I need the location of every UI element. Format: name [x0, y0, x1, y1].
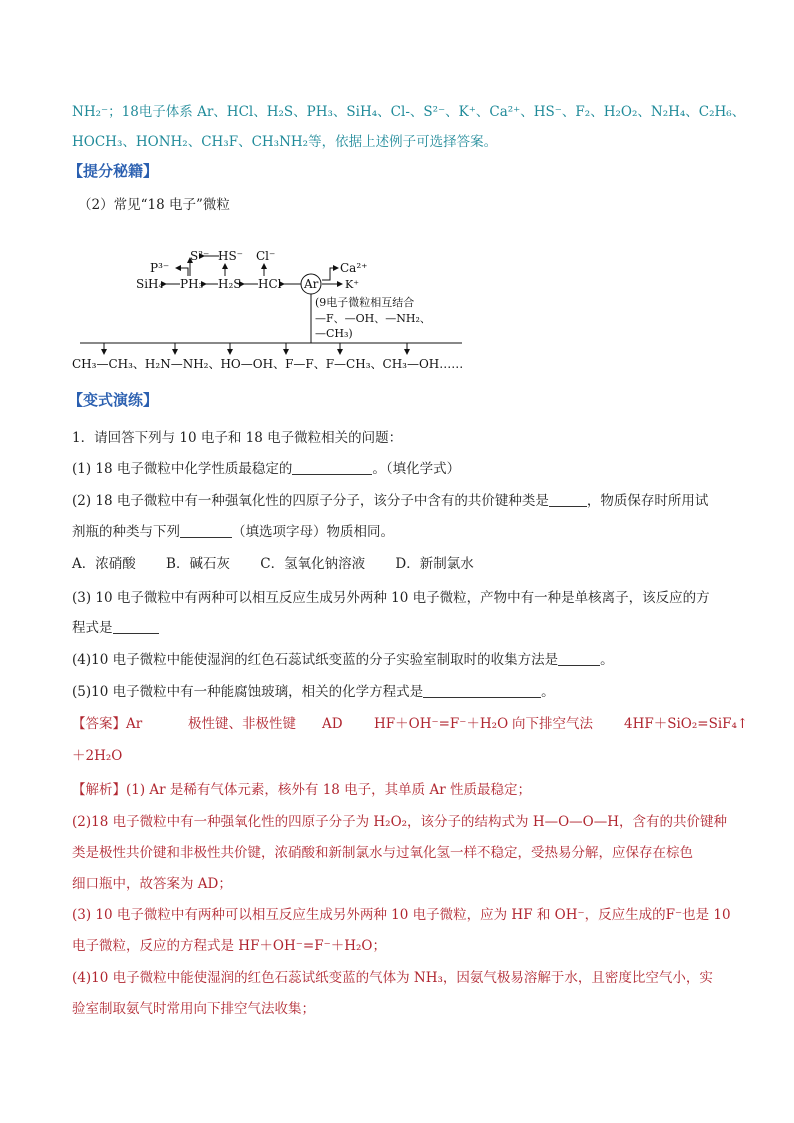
answer-5: 向下排空气法 — [512, 716, 593, 732]
variant-heading: 【变式演练】 — [68, 391, 159, 409]
q1-blank[interactable] — [292, 460, 372, 475]
option-c[interactable]: C．氢氧化钠溶液 — [260, 556, 366, 572]
q1-text-b: 。（填化学式） — [372, 461, 461, 477]
question-4 — [72, 650, 614, 670]
q2-text-a: (2) 18 电子微粒中有一种强氧化性的四原子分子，该分子中含有的共价键种类是 — [72, 493, 549, 509]
answer-6: 4HF＋SiO₂=SiF₄↑ — [624, 716, 749, 732]
ar-label: Ar — [304, 277, 319, 291]
question-2-line-1 — [72, 491, 708, 511]
q2-text-c: 剂瓶的种类与下列 — [72, 524, 180, 540]
q4-text-b: 。 — [600, 652, 614, 668]
option-a[interactable]: A．浓硝酸 — [72, 556, 136, 572]
analysis-line-6: 电子微粒，反应的方程式是 HF＋OH⁻=F⁻＋H₂O； — [72, 938, 386, 954]
q5-text-a: (5)10 电子微粒中有一种能腐蚀玻璃，相关的化学方程式是 — [72, 684, 424, 700]
analysis-line-4: 细口瓶中，故答案为 AD； — [72, 876, 232, 892]
q5-blank[interactable] — [423, 683, 541, 698]
analysis-text-1: (1) Ar 是稀有气体元素，核外有 18 电子，其单质 Ar 性质最稳定； — [126, 782, 531, 798]
q2-text-d: （填选项字母）物质相同。 — [232, 524, 394, 540]
q3-text-b: 程式是 — [72, 620, 113, 636]
s2-label: S²⁻ — [190, 249, 210, 263]
answer-label: 【答案】 — [72, 716, 126, 732]
answer-3: AD — [322, 716, 343, 732]
note-line-1: (9电子微粒相互结合 — [315, 296, 415, 309]
note-line-2: —F、—OH、—NH₂、 — [315, 312, 431, 325]
analysis-label: 【解析】 — [72, 782, 126, 798]
option-d[interactable]: D．新制氯水 — [395, 556, 474, 572]
question-5 — [72, 682, 555, 702]
question-3-line-1: (3) 10 电子微粒中有两种可以相互反应生成另外两种 10 电子微粒，产物中有一种是单核离子，该反应的方 — [72, 590, 710, 606]
option-b[interactable]: B．碱石灰 — [166, 556, 230, 572]
analysis-line-8: 验室制取氨气时常用向下排空气法收集； — [72, 1001, 315, 1017]
answer-1: Ar — [126, 716, 143, 732]
q2-text-b: ，物质保存时所用试 — [586, 493, 709, 509]
hcl-label: HCl — [258, 277, 282, 291]
intro-line-2: HOCH₃、HONH₂、CH₃F、CH₃NH₂等，依据上述例子可选择答案。 — [72, 134, 498, 150]
analysis-line-5: (3) 10 电子微粒中有两种可以相互反应生成另外两种 10 电子微粒，应为 HF 和 OH⁻，反应生成的F⁻也是 10 — [72, 907, 731, 923]
h2s-label: H₂S — [218, 277, 242, 291]
q3-blank[interactable] — [113, 619, 159, 634]
question-1 — [72, 459, 460, 479]
tip-subheading: （2）常见“18 电子”微粒 — [78, 197, 230, 213]
question-3-line-2 — [72, 618, 159, 638]
p3-label: P³⁻ — [150, 261, 170, 275]
analysis-line-2: (2)18 电子微粒中有一种强氧化性的四原子分子为 H₂O₂，该分子的结构式为 H—O—O—H，含有的共价键种 — [72, 814, 728, 830]
answer-continuation: ＋2H₂O — [72, 748, 123, 764]
ca-label: Ca²⁺ — [340, 261, 368, 275]
intro-line-1: NH₂⁻；18电子体系 Ar、HCl、H₂S、PH₃、SiH₄、Cl-、S²⁻、K⁺、Ca²⁺、HS⁻、F₂、H₂O₂、N₂H₄、C₂H₆、 — [72, 104, 746, 120]
q1-text-a: (1) 18 电子微粒中化学性质最稳定的 — [72, 461, 293, 477]
question-2-options — [72, 554, 500, 574]
sih4-label: SiH₄ — [136, 277, 164, 291]
q2-blank-1[interactable] — [549, 492, 587, 507]
question-2-line-2 — [72, 522, 394, 542]
analysis-line-1 — [72, 780, 531, 800]
analysis-line-3: 类是极性共价键和非极性共价键，浓硝酸和新制氯水与过氧化氢一样不稳定，受热易分解，应保存在棕色 — [72, 845, 693, 861]
hs-label: HS⁻ — [218, 249, 244, 263]
ph3-label: PH₃ — [180, 277, 204, 291]
tip-heading: 【提分秘籍】 — [68, 162, 159, 180]
q2-blank-2[interactable] — [180, 523, 232, 538]
q4-text-a: (4)10 电子微粒中能使湿润的红色石蕊试纸变蓝的分子实验室制取时的收集方法是 — [72, 652, 559, 668]
answer-2: 极性键、非极性键 — [188, 716, 296, 732]
answer-line — [72, 714, 748, 734]
analysis-line-7: (4)10 电子微粒中能使湿润的红色石蕊试纸变蓝的气体为 NH₃，因氨气极易溶解于水，且密度比空气小，实 — [72, 970, 713, 986]
q5-text-b: 。 — [541, 684, 555, 700]
note-line-3: —CH₃) — [315, 327, 353, 340]
k-label: K⁺ — [345, 278, 360, 291]
products-line: CH₃—CH₃、H₂N—NH₂、HO—OH、F—F、F—CH₃、CH₃—OH…… — [72, 357, 464, 371]
cl-label: Cl⁻ — [256, 249, 276, 263]
answer-4: HF＋OH⁻=F⁻＋H₂O — [374, 716, 509, 732]
question-stem: 1．请回答下列与 10 电子和 18 电子微粒相关的问题： — [72, 430, 403, 446]
q4-blank[interactable] — [558, 651, 600, 666]
18-electron-diagram — [72, 240, 492, 375]
